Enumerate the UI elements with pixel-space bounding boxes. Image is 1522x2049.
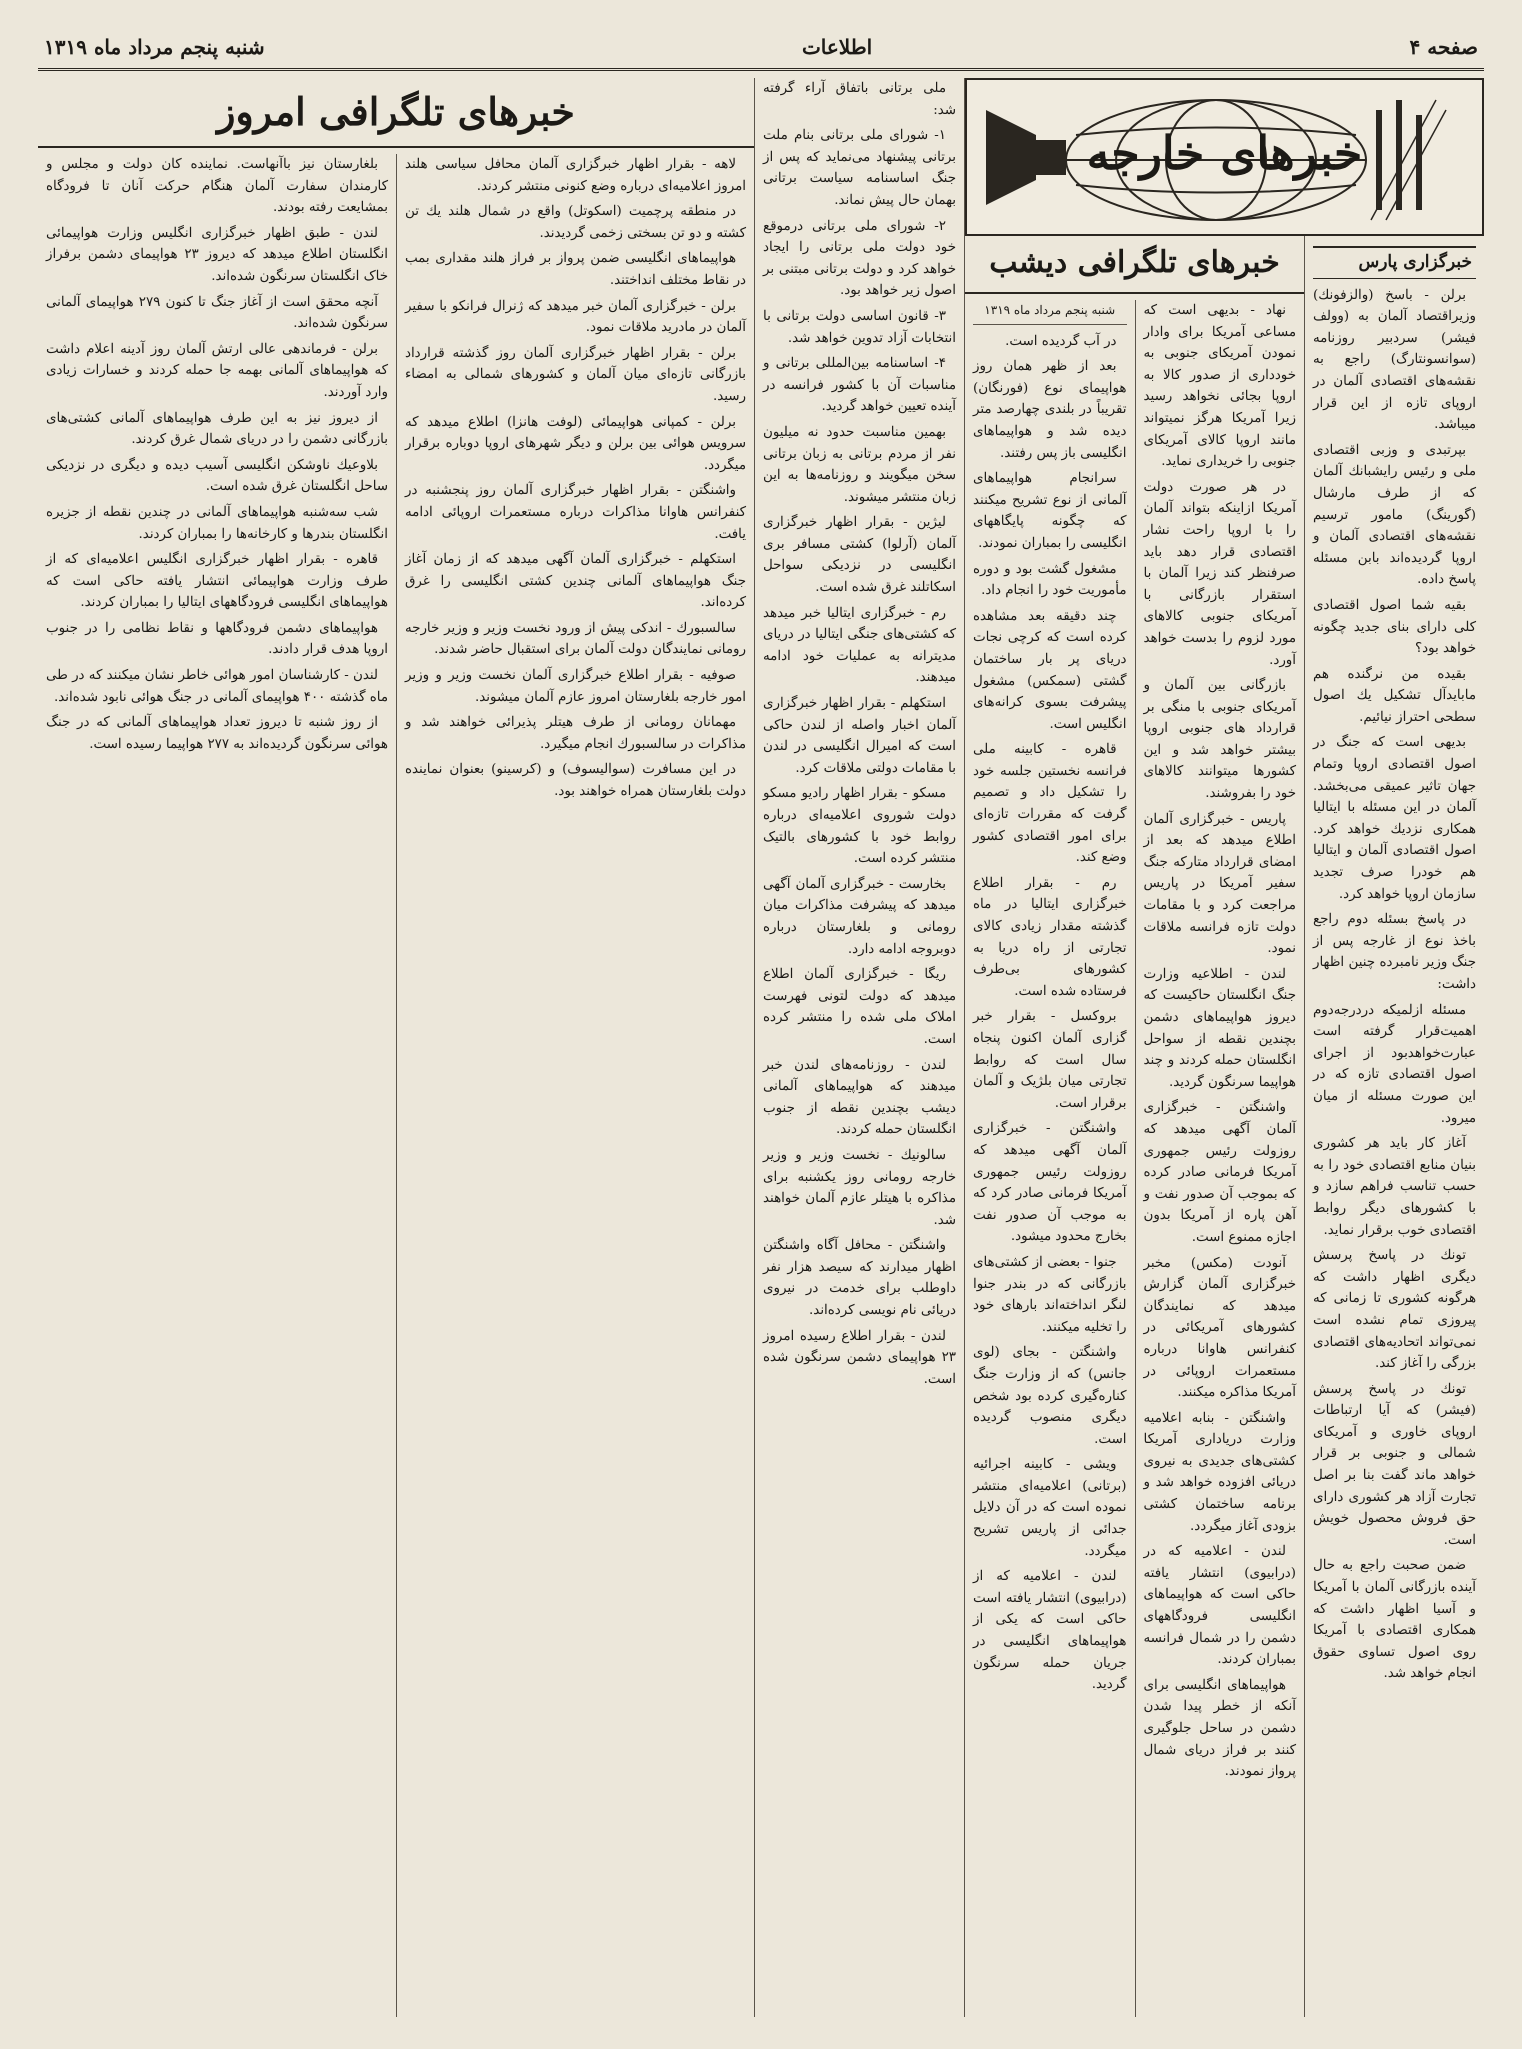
col5-p10: مهمانان رومانی از طرف هیتلر پذیرائی خواهند شد و مذاکرات در سالسبورك انجام میگیرد. xyxy=(405,715,746,752)
last-night-section xyxy=(965,236,1304,2017)
column-5 xyxy=(396,154,754,2017)
col6-p3: برلن - فرماندهی عالی ارتش آلمان روز آدینه اعلام داشت که هواپیماهای آلمانی بهمه جا حمله کردند و خسارات زیادی وارد آوردند. xyxy=(46,341,388,400)
col1-p6: مسئله ازلمیکه دردرجه‌دوم اهمیت‌قرار گرفته است عبارت‌خواهدبود از اجرای اصول اقتصادی تازه که در این صورت مسئله از میان میرود. xyxy=(1313,1002,1476,1126)
col1-p10: ضمن صحبت راجع‌ به حال آینده بازرگانی آلمان با آمریکا و آسیا اظهار داشت که همکاری اقتصادی با آمریکا روی اصول تساوی حقوق انجام خواهد شد. xyxy=(1313,1558,1476,1682)
today-headline: خبرهای تلگرافی امروز xyxy=(38,78,754,148)
col3-p9: جنوا - بعضی از کشتی‌های بازرگانی که در بندر جنوا لنگر انداخته‌اند بارهای خود را تخلیه میکنند. xyxy=(973,1254,1127,1335)
article-columns xyxy=(38,78,1484,2017)
col6-p8: هواپیماهای دشمن فرودگاهها و نقاط نظامی را در جنوب اروپا هدف قرار دادند. xyxy=(46,620,388,658)
col4-p4: ۴- اساسنامه بین‌المللی برتانی و مناسبات آن با کشور فرانسه در آینده تعیین خواهد گردید. xyxy=(763,356,956,415)
page-number: صفحه ۴ xyxy=(1409,35,1478,59)
col6-p7: قاهره - بقرار اظهار خبرگزاری انگلیس اعلامیه‌ای که از طرف وزارت هواپیمائی انتشار یافته حاکی است که هواپیماهای انگلیسی فرودگاههای ایتالیا را بمباران کردند. xyxy=(46,552,388,611)
col5-p2: هواپیماهای انگلیسی ضمن پرواز بر فراز هلند مقداری بمب در نقاط مختلف انداختند. xyxy=(405,251,746,288)
col4-p1: ۱- شورای ملی برتانی بنام ملت برتانی پیشنهاد می‌نماید که پس از جنگ اساسنامه سیاست برتانی بهمان حال پیش نماند. xyxy=(763,128,956,208)
col4-p12: لندن - روزنامه‌های لندن خبر میدهند که هواپیماهای آلمانی دیشب بچندین نقطه از جنوب انگلستان حمله کردند. xyxy=(763,1057,956,1138)
col3-p3: مشغول گشت بود و دوره مأموریت خود را انجام داد. xyxy=(973,561,1127,599)
col1-p8: تونك در پاسخ پرسش دیگری اظهار داشت که هرگونه کشوری تا زمانی که پیروزی تمام نشده است نمی‌تواند اتحادیه‌های اقتصادی بزرگی را آغاز کند. xyxy=(1313,1248,1476,1372)
col4-p9: مسکو - بقرار اظهار رادیو مسکو دولت شوروی اعلامیه‌ای درباره روابط خود با کشورهای بالتیک منتشر کرده است. xyxy=(763,786,956,867)
col4-p2: ۲- شورای ملی برتانی درموقع خود دولت ملی برتانی را ایجاد خواهد کرد و دولت برتانی مبتنی بر اصول زیر خواهد بود. xyxy=(763,218,956,299)
right-lower xyxy=(965,236,1484,2017)
newspaper-name: اطلاعات xyxy=(801,35,873,59)
col4-p14: واشنگتن - محافل آگاه واشنگتن اظهار میدارند که سیصد هزار نفر داوطلب برای خدمت در نیروی دریائی نام نویسی کرده‌اند. xyxy=(763,1238,956,1319)
col6-p1: لندن - طبق اظهار خبرگزاری انگلیس وزارت هواپیمائی انگلستان اطلاع میدهد که دیروز ۲۳ هواپیمای دشمن برفراز خاک انگلستان سرنگون شده‌اند. xyxy=(46,225,389,284)
column-3 xyxy=(965,300,1135,2017)
col5-p1: در منطقه پرچمیت (اسکوتل) واقع در شمال هلند یك تن کشته و دو تن بسختی زخمی گردیدند. xyxy=(405,204,746,241)
col4-p0: ملی برتانی باتفاق آراء گرفته شد: xyxy=(763,81,956,118)
col3-p2: سرانجام هواپیماهای آلمانی از نوع تشریح میکنند که چگونه پایگاههای انگلیسی را بمباران نمودند. xyxy=(973,471,1127,551)
page-header xyxy=(38,30,1484,71)
col6-p6: شب سه‌شنبه هواپیماهای آلمانی در چندین نقطه از جزیره انگلستان بندرها و کارخانه‌ها را بمباران کردند. xyxy=(46,504,388,542)
col4-p15: لندن - بقرار اطلاع رسیده امروز ۲۳ هواپیمای دشمن سرنگون شده است. xyxy=(763,1328,956,1387)
foreign-news-banner xyxy=(965,78,1484,236)
issue-date: شنبه پنجم مرداد ماه ۱۳۱۹ xyxy=(44,35,265,59)
col4-p13: سالونیك - نخست وزیر و وزیر خارجه رومانی روز یکشنبه برای مذاکره با هیتلر عازم آلمان خواهند شد. xyxy=(763,1147,956,1228)
col5-p6: واشنگتن - بقرار اظهار خبرگزاری آلمان روز پنجشنبه در کنفرانس هاوانا مذاکرات درباره مستعمرات اروپائی ادامه یافت. xyxy=(405,483,746,542)
col1-p0: برلن - باسخ (والزفونك) وزیراقتصاد آلمان به (وولف فیشر) سردبیر روزنامه (سوانسونتارگ) راجع به نقشه‌های اقتصادی آلمان در اروپای تازه از این قرار میباشد. xyxy=(1313,287,1476,433)
col5-p11: در این مسافرت (سوالیسوف) و (کرسینو) بعنوان نماینده دولت بلغارستان همراه خواهند بود. xyxy=(405,762,746,800)
col2-p5: واشنگتن - خبرگزاری آلمان آگهی میدهد که روزولت رئیس جمهوری آمریکا فرمانی صادر کرده که بموجب آن صدور نفت و آهن پاره از آمریکا بدون اجازه ممنوع است. xyxy=(1143,1100,1296,1245)
col2-p4: لندن - اطلاعیه وزارت جنگ انگلستان حاکیست که دیروز هواپیماهای دشمن بچندین نقطه از سواحل انگلستان حمله کردند و چند هواپیما سرنگون گردید. xyxy=(1143,966,1296,1090)
today-section xyxy=(38,78,754,2017)
col6-p4: از دیروز نیز به این طرف هواپیماهای آلمانی کشتی‌های بازرگانی دشمن را در دریای شمال غرق کردند. xyxy=(46,410,388,448)
col3-p10: واشنگتن - بجای (لوی جانس) که از وزارت جنگ کناره‌گیری کرده بود شخص دیگری منصوب گردیده است. xyxy=(973,1345,1127,1447)
col4-p10: بخارست - خبرگزاری آلمان آگهی میدهد که پیشرفت مذاکرات میان رومانی و بلغارستان درباره دوبروجه ادامه دارد. xyxy=(763,876,956,957)
col5-p3: برلن - خبرگزاری آلمان خبر میدهد که ژنرال فرانکو با سفیر آلمان در مادرید ملاقات نمود. xyxy=(405,298,746,336)
column-1 xyxy=(1304,236,1484,2017)
col5-p0: لاهه - بقرار اظهار خبرگزاری آلمان محافل سیاسی هلند امروز اعلامیه‌ای درباره وضع کنونی منتشر کردند. xyxy=(405,157,746,194)
col6-p0: بلغارستان نیز باآنهاست. نماینده کان دولت و مجلس و کارمندان سفارت آلمان هنگام حرکت آنان تا فرودگاه بمشایعت رفته بودند. xyxy=(46,157,388,216)
col1-p5: در پاسخ بسئله دوم راجع باخذ نوع از غارجه پس از جنگ وزیر نامبرده چنین اظهار داشت: xyxy=(1313,912,1476,992)
col4-p6: لیژین - بقرار اظهار خبرگزاری آلمان (آرلوا) کشتی مسافر بری انگلیسی در نزدیکی سواحل اسکاتلند غرق شده است. xyxy=(763,515,956,596)
col3-p4: چند دقیقه بعد مشاهده کرده است که کرچی نجات دریای پر بار ساختمان گشتی (سمکس) مشغول پیشرفت بسوی کرانه‌های انگلیس است. xyxy=(973,608,1127,732)
col6-p2: آنچه محقق است از آغاز جنگ تا کنون ۲۷۹ هواپیمای آلمانی سرنگون شده‌اند. xyxy=(46,294,388,332)
col3-p6: رم - بقرار اطلاع خبرگزاری ایتالیا در ماه گذشته مقدار زیادی کالای تجارتی از راه دریا به کشورهای بی‌طرف فرستاده شده است. xyxy=(973,875,1127,999)
col2-p7: واشنگتن - بنابه اعلامیه وزارت دریاداری آمریکا کشتی‌های جدیدی به نیروی دریائی افزوده خواهد شد و برنامه ساختمان کشتی بزودی آغاز میگردد. xyxy=(1143,1410,1296,1534)
col2-p1: در هر صورت دولت آمریکا ازاینکه بتواند آلمان را با اروپا راحت نشار اقتصادی قرار دهد باید صرفنظر کند زیرا آلمان با استقرار بازرگانی با آمریکای جنوبی کالاهای مورد لزوم را بدست خواهد آورد. xyxy=(1143,479,1296,668)
news-agency-label: خبرگزاری پارس xyxy=(1313,246,1476,279)
col4-p5: بهمین مناسبت حدود نه میلیون نفر از مردم برتانی به زبان برتانی سخن میگویند و روزنامه‌ها به این زبان منتشر میشوند. xyxy=(763,424,956,505)
col4-p11: ریگا - خبرگزاری آلمان اطلاع میدهد که دولت لتونی فهرست املاک ملی شده را منتشر کرده است. xyxy=(763,967,956,1047)
right-section xyxy=(964,78,1484,2017)
col6-p9: لندن - کارشناسان امور هوائی خاطر نشان میکنند که در طی ماه گذشته ۴۰۰ هواپیمای آلمانی در جنگ هوائی نابود شده‌اند. xyxy=(46,668,388,705)
banner-title: خبرهای خارجه xyxy=(1086,126,1363,180)
col5-p5: برلن - کمپانی هواپیمائی (لوفت هانزا) اطلاع میدهد که سرویس هوائی بین برلن و دیگر شهرهای اروپا دوباره برقرار میگردد. xyxy=(405,414,746,473)
col1-p4: بدیهی است که جنگ در اصول اقتصادی اروپا وتمام جهان تاثیر عمیقی می‌بخشد. آلمان در این مسئله با ایتالیا همکاری نزدیك خواهد کرد. اصول اقتصادی آلمان و ایتالیا هم خودرا صرف تجدید سازمان اروپا خواهد کرد. xyxy=(1313,735,1476,902)
col3-p1: بعد از ظهر همان روز هواپیمای نوع (فورنگان) تقریباً در بلندی چهارصد متر دیده شد و هواپیماهای انگلیسی باز پس رفتند. xyxy=(973,359,1127,461)
col2-p6: آنودت (مکس) مخبر خبرگزاری آلمان گزارش میدهد که نمایندگان کشورهای آمریکائی در کنفرانس هاوانا درباره مستعمرات اروپائی در آمریکا مذاکره میکنند. xyxy=(1143,1255,1296,1401)
col3-p0: در آب گردیده است. xyxy=(1005,333,1117,349)
column-6 xyxy=(38,154,396,2017)
col2-p8: لندن - اعلامیه که در (درابیوی) انتشار یافته حاکی است که هواپیماهای انگلیسی فرودگاههای دشمن را در شمال فرانسه بمباران کردند. xyxy=(1143,1544,1296,1668)
col4-p7: رم - خبرگزاری ایتالیا خبر میدهد که کشتی‌های جنگی ایتالیا در دریای مدیترانه به عملیات خود ادامه میدهند. xyxy=(763,605,956,686)
col2-p2: بازرگانی بین آلمان و آمریکای جنوبی با منگی بر قرارداد های جنوبی اروپا بیشتر خواهد شد و این کشورها میتوانند کالاهای خود را بفروشند. xyxy=(1143,678,1296,802)
col5-p8: سالسبورك - اندکی پیش از ورود نخست وزیر و وزیر خارجه رومانی نمایندگان دولت آلمان برای استقبال حاضر شدند. xyxy=(405,620,746,658)
column-3-date: شنبه پنجم مرداد ماه ۱۳۱۹ xyxy=(973,300,1127,325)
col5-p9: صوفیه - بقرار اطلاع خبرگزاری آلمان نخست وزیر و وزیر امور خارجه بلغارستان امروز عازم آلمان میشوند. xyxy=(405,668,746,705)
col6-p5: بلاوعیك ناوشکن انگلیسی آسیب دیده و دیگری در نزدیکی ساحل انگلستان غرق شده است. xyxy=(46,457,388,495)
col2-p0: نهاد - بدیهی است که مساعی آمریکا برای وادار نمودن آمریکای جنوبی به خودداری از صدور کالا به اروپا بجائی نخواهد رسید زیرا آمریکا هرگز نمیتواند مانند اروپا کالای آمریکای جنوبی را خریداری نماید. xyxy=(1143,303,1296,470)
col1-p9: تونك در پاسخ پرسش (فیشر) که آیا ارتباطات اروپای خاوری و آمریکای شمالی و جنوبی بر قرار خواهد ماند گفت بنا بر اصل تجارت آزاد هر کشوری دارای حق فروش محصول خویش است. xyxy=(1313,1381,1476,1548)
col1-p7: آغاز کار باید هر کشوری بنیان منابع اقتصادی خود را به حسب تناسب فراهم سازد و با کشورهای دیگر روابط اقتصادی خوب برقرار نماید. xyxy=(1313,1136,1476,1238)
col4-p8: استکهلم - بقرار اظهار خبرگزاری آلمان اخبار واصله از لندن حاکی است که امیرال انگلیسی در لندن با مقامات دولتی ملاقات کرد. xyxy=(763,696,956,776)
last-night-columns xyxy=(965,300,1304,2017)
col3-p7: بروکسل - بقرار خبر گزاری آلمان اکنون پنجاه سال است که روابط تجارتی میان بلژیک و آلمان برقرار است. xyxy=(973,1009,1127,1111)
col2-p3: پاریس - خبرگزاری آلمان اطلاع میدهد که بعد از امضای قرارداد متارکه جنگ سفیر آمریکا در پاریس مراجعت کرد و با مقامات دولت تازه فرانسه ملاقات نمود. xyxy=(1143,811,1296,957)
column-4 xyxy=(754,78,964,2017)
col4-p3: ۳- قانون اساسی دولت برتانی با انتخابات آزاد تدوین خواهد شد. xyxy=(763,308,956,346)
col1-p3: بقیده من نرگنده هم مابایدآل تشکیل یك اصول سطحی احتراز نیائیم. xyxy=(1313,666,1476,725)
col6-p10: از روز شنبه تا دیروز تعداد هواپیماهای آلمانی که در جنگ هوائی سرنگون گردیده‌اند به ۲۷۷ هواپیما رسیده است. xyxy=(46,715,388,752)
column-2 xyxy=(1135,300,1305,2017)
col5-p7: استکهلم - خبرگزاری آلمان آگهی میدهد که از زمان آغاز جنگ هواپیماهای آلمانی چندین کشتی انگلیسی را غرق کرده‌اند. xyxy=(405,552,746,611)
col1-p2: بقیه شما اصول اقتصادی کلی دارای بنای جدید چگونه خواهد بود؟ xyxy=(1313,597,1476,657)
last-night-headline: خبرهای تلگرافی دیشب xyxy=(965,236,1304,294)
col3-p12: لندن - اعلامیه که از (درابیوی) انتشار یافته است حاکی است که یکی از هواپیماهای انگلیسی در جریان حمله سرنگون گردید. xyxy=(973,1569,1127,1693)
col3-p5: قاهره - کابینه ملی فرانسه نخستین جلسه خود را تشکیل داد و تصمیم گرفت که مقررات تازه‌ای برای امور اقتصادی کشور وضع کند. xyxy=(973,742,1127,866)
col5-p4: برلن - بقرار اظهار خبرگزاری آلمان روز گذشته قرارداد بازرگانی تازه‌ای میان آلمان و کشورهای شمالی به امضاء رسید. xyxy=(405,345,746,404)
col3-p11: ویشی - کابینه اجرائیه (برتانی) اعلامیه‌ای منتشر نموده است که در آن دلایل جدائی از پاریس تشریح میگردد. xyxy=(973,1457,1127,1559)
col2-p9: هواپیماهای انگلیسی برای آنکه از خطر پیدا شدن دشمن در ساحل جلوگیری کنند بر فراز دریای شمال پرواز نمودند. xyxy=(1143,1677,1296,1780)
col3-p8: واشنگتن - خبرگزاری آلمان آگهی میدهد که روزولت رئیس جمهوری آمریکا فرمانی صادر کرد که به موجب آن صدور نفت بخارج محدود میشود. xyxy=(973,1121,1127,1245)
col1-p1: بپرتبدی و وزبی اقتصادی ملی و رئیس رایشبانك آلمان که از طرف مارشال (گورینگ) مامور ترسیم نقشه‌های اقتصادی آلمان و اروپا گردیده‌اند بابن مسئله پاسخ داده. xyxy=(1313,442,1476,588)
today-columns xyxy=(38,154,754,2017)
